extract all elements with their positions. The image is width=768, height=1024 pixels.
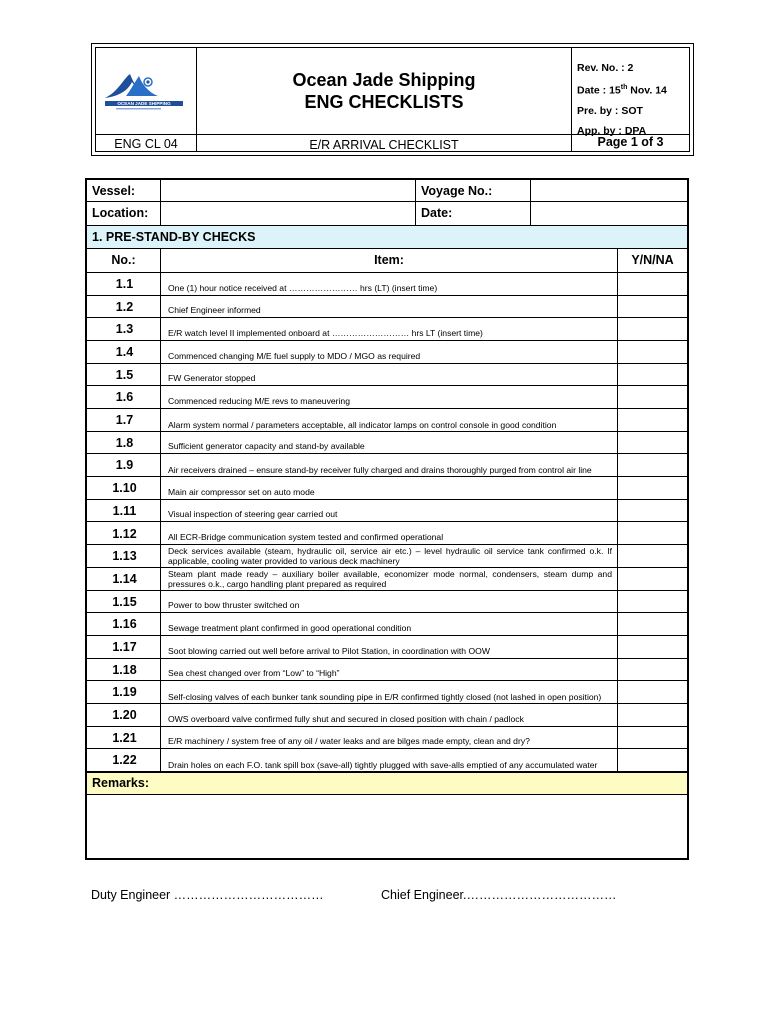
revision-meta <box>572 48 689 135</box>
checklist-row <box>87 545 687 568</box>
item-number: 1.1 <box>115 277 134 291</box>
vessel-row <box>87 180 687 202</box>
item-number: 1.21 <box>112 730 137 745</box>
checklist-row <box>87 364 687 387</box>
checklist-row <box>87 749 687 772</box>
item-number: 1.9 <box>115 458 134 473</box>
item-description: E/R watch level II implemented onboard at ……………………… hrs LT (insert time) <box>168 328 483 339</box>
item-description: Air receivers drained – ensure stand-by receiver fully charged and drains thoroughly purged from control air line <box>168 465 592 476</box>
checklist-row <box>87 432 687 455</box>
item-number: 1.17 <box>112 639 137 654</box>
header-frame <box>95 47 690 152</box>
item-description: Chief Engineer informed <box>168 305 261 316</box>
remarks-label: Remarks: <box>87 772 687 795</box>
item-number: 1.14 <box>112 571 137 586</box>
section-title: 1. PRE-STAND-BY CHECKS <box>87 225 687 249</box>
yn-answer-cell[interactable] <box>618 704 687 726</box>
document-header <box>91 43 694 156</box>
checklist-row <box>87 568 687 591</box>
location-label: Location: <box>92 206 149 220</box>
logo-cell <box>96 48 197 135</box>
yn-answer-cell[interactable] <box>618 591 687 613</box>
item-description: Sewage treatment plant confirmed in good operational condition <box>168 622 412 633</box>
yn-answer-cell[interactable] <box>618 364 687 386</box>
item-number: 1.8 <box>115 435 134 450</box>
item-description: Main air compressor set on auto mode <box>168 486 315 497</box>
checklist-row <box>87 704 687 727</box>
yn-answer-cell[interactable] <box>618 636 687 658</box>
yn-answer-cell[interactable] <box>618 568 687 590</box>
item-number: 1.6 <box>115 390 134 405</box>
title-cell <box>197 48 572 135</box>
voyage-input[interactable] <box>531 180 687 201</box>
yn-answer-cell[interactable] <box>618 659 687 681</box>
checklist-row <box>87 613 687 636</box>
location-row <box>87 202 687 225</box>
item-description: Commenced reducing M/E revs to maneuvering <box>168 396 350 407</box>
item-description: Steam plant made ready – auxiliary boiler available, economizer mode normal, condensers, steam dump and pressures o.k., cargo handling plant prepared as required <box>168 568 612 589</box>
item-number: 1.12 <box>112 526 137 541</box>
col-header-item: Item: <box>374 253 404 267</box>
item-description: One (1) hour notice received at …………………… hrs (LT) (insert time) <box>168 282 438 293</box>
item-number: 1.22 <box>112 753 137 768</box>
item-number: 1.16 <box>112 617 137 632</box>
column-header-row <box>87 249 687 273</box>
revision-date: Date : 15th Nov. 14 <box>577 84 667 97</box>
item-number: 1.19 <box>112 685 137 700</box>
approved-by: App. by : DPA <box>577 124 647 137</box>
checklist-row <box>87 341 687 364</box>
item-number: 1.5 <box>115 367 134 382</box>
yn-answer-cell[interactable] <box>618 296 687 318</box>
yn-answer-cell[interactable] <box>618 749 687 771</box>
yn-answer-cell[interactable] <box>618 341 687 363</box>
checklist-row <box>87 523 687 546</box>
checklist-row <box>87 659 687 682</box>
voyage-label: Voyage No.: <box>421 184 493 198</box>
yn-answer-cell[interactable] <box>618 545 687 567</box>
yn-answer-cell[interactable] <box>618 681 687 703</box>
item-number: 1.20 <box>112 707 137 722</box>
item-description: Commenced changing M/E fuel supply to MDO / MGO as required <box>168 350 421 361</box>
yn-answer-cell[interactable] <box>618 273 687 295</box>
item-description: Deck services available (steam, hydraulic oil, service air etc.) – level hydraulic oil service tank confirmed o.k. If applicable, cooling water provided to various deck machinery <box>168 545 612 566</box>
item-number: 1.4 <box>115 345 134 360</box>
document-title: ENG CHECKLISTS <box>304 92 464 112</box>
item-description: Sufficient generator capacity and stand-by available <box>168 441 365 452</box>
col-header-yn: Y/N/NA <box>631 253 674 267</box>
yn-answer-cell[interactable] <box>618 500 687 522</box>
remarks-area[interactable] <box>87 795 687 858</box>
checklist-row <box>87 296 687 319</box>
item-number: 1.3 <box>115 322 134 337</box>
checklist-row <box>87 591 687 614</box>
location-input[interactable] <box>161 202 415 225</box>
item-number: 1.15 <box>112 594 137 609</box>
checklist-row <box>87 727 687 750</box>
item-description: FW Generator stopped <box>168 373 256 384</box>
yn-answer-cell[interactable] <box>618 409 687 431</box>
checklist-row <box>87 409 687 432</box>
checklist-code: ENG CL 04 <box>96 135 197 151</box>
date-input[interactable] <box>531 202 687 225</box>
checklist-table <box>85 178 689 860</box>
item-number: 1.13 <box>112 549 137 564</box>
item-description: Sea chest changed over from “Low” to “High” <box>168 668 340 679</box>
date-label: Date: <box>421 206 453 220</box>
yn-answer-cell[interactable] <box>618 477 687 499</box>
checklist-row <box>87 454 687 477</box>
revision-number: Rev. No. : 2 <box>577 62 634 74</box>
item-number: 1.10 <box>112 481 137 496</box>
item-description: Soot blowing carried out well before arrival to Pilot Station, in coordination with OOW <box>168 645 490 656</box>
yn-answer-cell[interactable] <box>618 318 687 340</box>
yn-answer-cell[interactable] <box>618 613 687 635</box>
item-number: 1.18 <box>112 662 137 677</box>
yn-answer-cell[interactable] <box>618 432 687 454</box>
item-number: 1.7 <box>115 413 134 428</box>
page-number: Page 1 of 3 <box>597 135 664 149</box>
yn-answer-cell[interactable] <box>618 523 687 545</box>
chief-engineer-signature: Chief Engineer.……………………………… <box>381 888 617 902</box>
checklist-row <box>87 636 687 659</box>
item-number: 1.11 <box>112 503 137 518</box>
vessel-input[interactable] <box>161 180 415 201</box>
item-description: OWS overboard valve confirmed fully shut and secured in closed position with chain / padlock <box>168 713 524 724</box>
prepared-by: Pre. by : SOT <box>577 104 643 117</box>
checklist-row <box>87 500 687 523</box>
item-description: Power to bow thruster switched on <box>168 600 300 611</box>
yn-answer-cell[interactable] <box>618 386 687 408</box>
checklist-row <box>87 681 687 704</box>
item-description: Drain holes on each F.O. tank spill box (save-all) tightly plugged with save-alls emptied of any accumulated water <box>168 759 598 770</box>
item-description: Self-closing valves of each bunker tank sounding pipe in E/R confirmed tightly closed (not lashed in open position) <box>168 691 602 702</box>
checklist-row <box>87 318 687 341</box>
checklist-row <box>87 273 687 296</box>
company-logo <box>96 48 197 135</box>
company-name: Ocean Jade Shipping <box>292 70 476 90</box>
checklist-row <box>87 386 687 409</box>
vessel-label: Vessel: <box>92 184 136 198</box>
item-number: 1.2 <box>115 299 134 314</box>
item-description: Visual inspection of steering gear carried out <box>168 509 338 520</box>
duty-engineer-signature: Duty Engineer ……………………………… <box>91 888 324 902</box>
col-header-no: No.: <box>111 253 136 267</box>
checklist-subtitle: E/R ARRIVAL CHECKLIST <box>197 135 572 151</box>
yn-answer-cell[interactable] <box>618 727 687 749</box>
logo-text: OCEAN JADE SHIPPING <box>117 101 171 106</box>
item-description: Alarm system normal / parameters acceptable, all indicator lamps on control console in good condition <box>168 419 557 430</box>
item-description: E/R machinery / system free of any oil / water leaks and are bilges made empty, clean and dry? <box>168 736 530 747</box>
yn-answer-cell[interactable] <box>618 454 687 476</box>
item-description: All ECR-Bridge communication system tested and confirmed operational <box>168 532 444 543</box>
checklist-row <box>87 477 687 500</box>
